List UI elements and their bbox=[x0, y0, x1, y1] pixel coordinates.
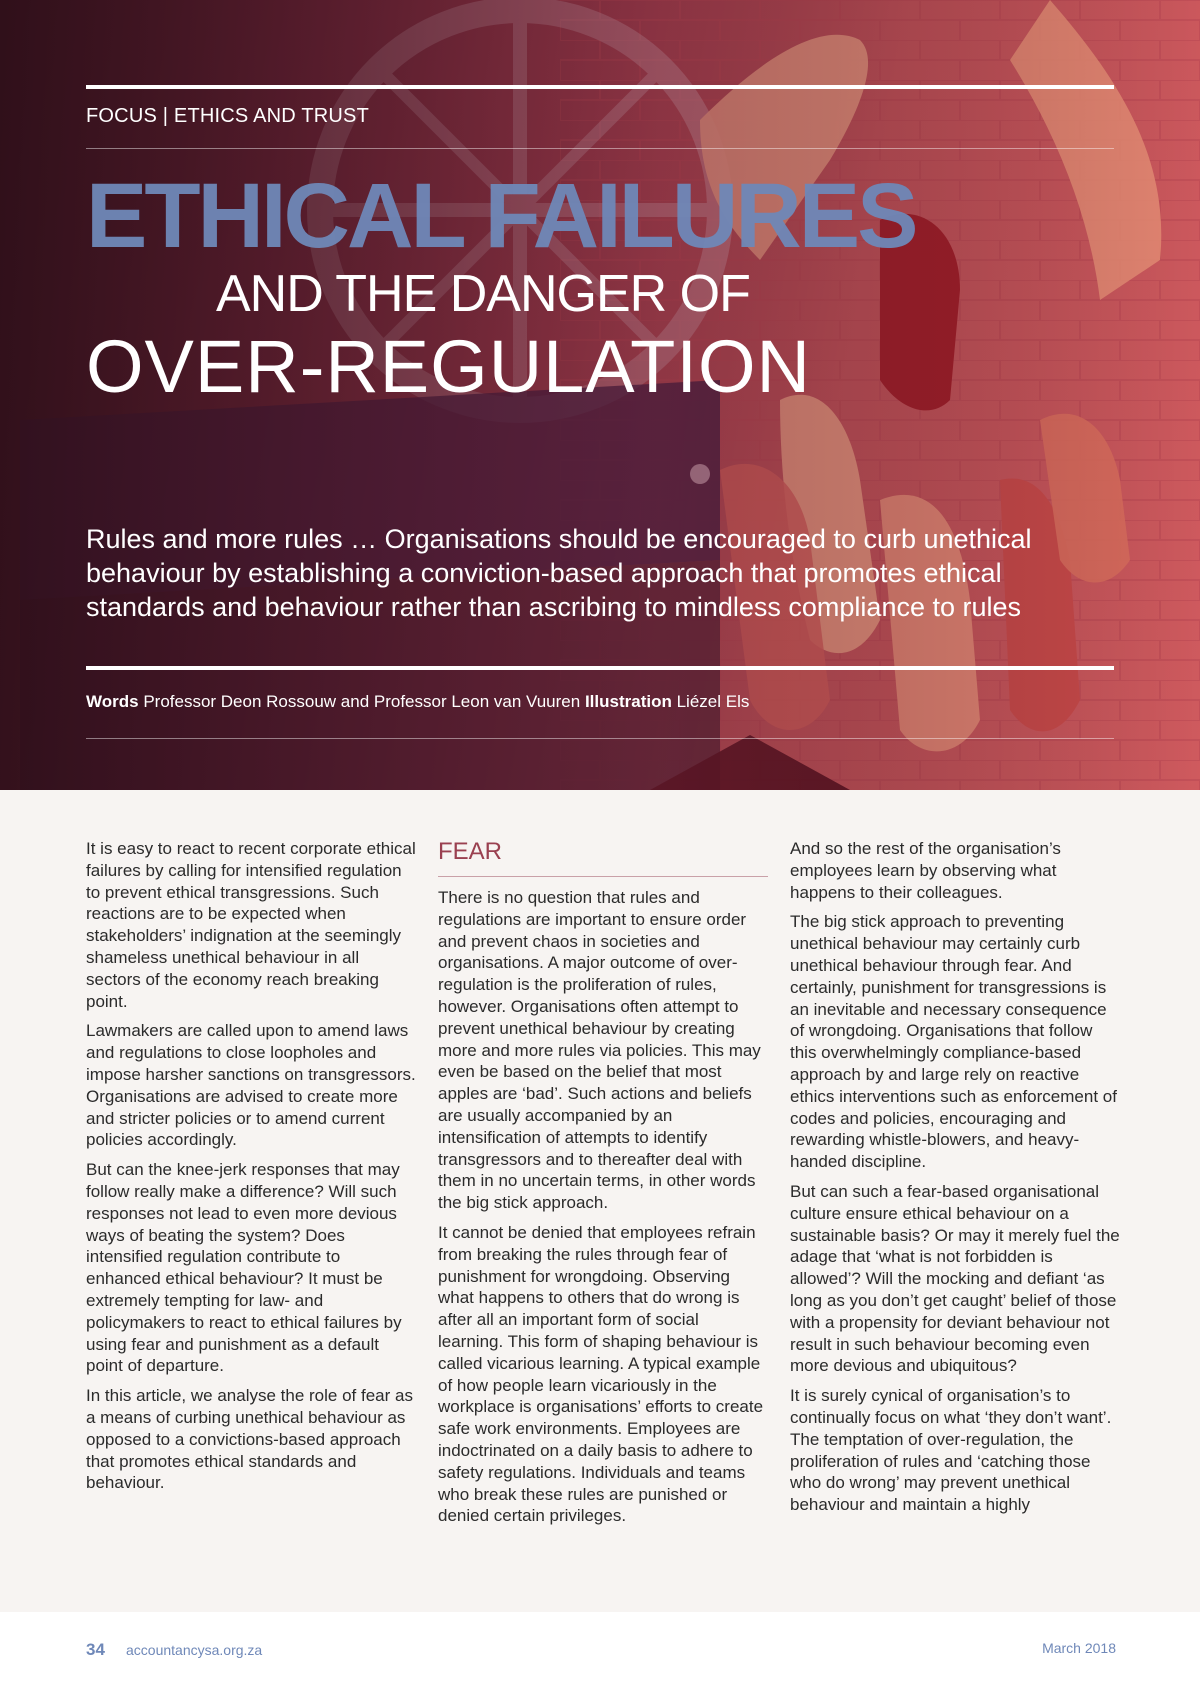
body-paragraph: In this article, we analyse the role of fear as a means of curbing unethical behaviour as opposed to a convictions-based approach that promotes ethical standards and behaviour. bbox=[86, 1386, 413, 1493]
byline-rule bbox=[86, 666, 1114, 670]
issue-date: March 2018 bbox=[1042, 1640, 1116, 1656]
body-paragraph: It is surely cynical of organisation’s to continually focus on what ‘they don’t want’. The temptation of over-regulation, the proliferation of rules and ‘catching those who do wrong’ may prevent unethical behaviour and maintain a highly bbox=[790, 1386, 1112, 1515]
illustrator: Liézel Els bbox=[676, 692, 750, 711]
hero-banner bbox=[0, 0, 1200, 790]
body-paragraph: There is no question that rules and regulations are important to ensure order and prevent chaos in societies and organisations. A major outcome of over-regulation is the proliferation of rules, however. Organisations often attempt to prevent unethical behaviour by creating more and more rules via policies. This may even be based on the belief that most apples are ‘bad’. Such actions and beliefs are usually accompanied by an intensification of attempts to identify transgressors and to thereafter deal with them in no uncertain terms, in other words the big stick approach. bbox=[438, 888, 761, 1213]
body-paragraph: But can such a fear-based organisational culture ensure ethical behaviour on a sustainable basis? Or may it merely fuel the adage that ‘what is not forbidden is allowed’? Will the mocking and defiant ‘as long as you don’t get caught’ belief of those with a propensity for deviant behaviour not result in such behaviour becoming even more devious and ubiquitous? bbox=[790, 1181, 1120, 1376]
byline-divider bbox=[86, 738, 1114, 739]
body-paragraph: It cannot be denied that employees refrain from breaking the rules through fear of punishment for wrongdoing. Observing what happens to others that do wrong is after all an important form of social learning. This form of shaping behaviour is called vicarious learning. A typical example of how people learn vicariously in the workplace is organisations’ efforts to create safe work environments. Employees are indoctrinated on a daily basis to adhere to safety regulations. Individuals and teams who break these rules are punished or denied certain privileges. bbox=[438, 1222, 764, 1526]
website-link[interactable]: accountancysa.org.za bbox=[126, 1642, 263, 1658]
standfirst-intro: Rules and more rules … Organisations should be encouraged to curb unethical behaviour by establishing a conviction-based approach that promotes ethical standards and behaviour rather than ascribing to mindless compliance to rules bbox=[86, 524, 1032, 622]
body-paragraph: It is easy to react to recent corporate ethical failures by calling for intensified regulation to prevent ethical transgressions. Such reactions are to be expected when stakeholders’ indignation at the seemingly shameless unethical behaviour in all sectors of the economy reach breaking point. bbox=[86, 839, 416, 1011]
body-paragraph: Lawmakers are called upon to amend laws and regulations to close loopholes and impose harsher sanctions on transgressors. Organisations are advised to create more and stricter policies or to amend current policies accordingly. bbox=[86, 1021, 416, 1150]
section-kicker: FOCUS | ETHICS AND TRUST bbox=[86, 105, 369, 127]
body-paragraph: And so the rest of the organisation’s employees learn by observing what happens to their colleagues. bbox=[790, 839, 1061, 902]
headline-line-2: AND THE DANGER OF bbox=[216, 265, 750, 323]
page-number: 34 bbox=[86, 1640, 105, 1659]
headline-line-3: OVER-REGULATION bbox=[86, 325, 811, 408]
body-paragraph: But can the knee-jerk responses that may follow really make a difference? Will such responses not lead to even more devious ways of beating the system? Does intensified regulation contribute to enhanced ethical behaviour? It must be extremely tempting for law- and policymakers to react to ethical failures by using fear and punishment as a default point of departure. bbox=[86, 1160, 402, 1376]
byline bbox=[86, 692, 749, 712]
article-column-3 bbox=[790, 838, 1120, 1524]
authors: Professor Deon Rossouw and Professor Leon van Vuuren bbox=[143, 692, 581, 711]
section-heading-fear: FEAR bbox=[438, 838, 768, 877]
words-label: Words bbox=[86, 692, 139, 711]
headline-line-1: ETHICAL FAILURES bbox=[86, 165, 916, 267]
article-column-1 bbox=[86, 838, 416, 1502]
top-rule bbox=[86, 85, 1114, 89]
body-paragraph: The big stick approach to preventing unethical behaviour may certainly curb unethical behaviour through fear. And certainly, punishment for transgressions is an inevitable and necessary consequence of wrongdoing. Organisations that follow this overwhelmingly compliance-based approach by and large rely on reactive ethics interventions such as enforcement of codes and policies, encouraging and rewarding whistle-blowers, and heavy-handed discipline. bbox=[790, 912, 1117, 1172]
illustration-label: Illustration bbox=[584, 692, 672, 711]
kicker-divider bbox=[86, 148, 1114, 149]
article-column-2 bbox=[438, 838, 768, 1535]
